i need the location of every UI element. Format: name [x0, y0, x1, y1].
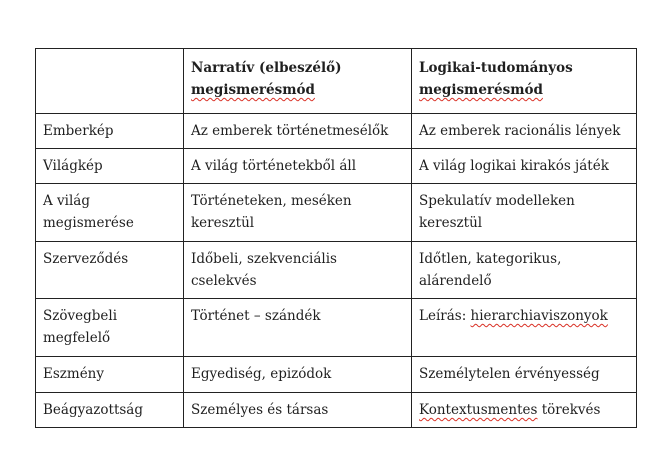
row-logical-suffix: törekvés — [537, 402, 601, 418]
row-narrative: Egyediség, epizódok — [184, 357, 412, 393]
row-label: Világkép — [36, 149, 184, 184]
comparison-table — [35, 48, 637, 428]
header-cell-logical — [412, 49, 637, 114]
header-cell-narrative — [184, 49, 412, 114]
row-narrative: A világ történetekből áll — [184, 149, 412, 184]
row-label: Eszmény — [36, 357, 184, 393]
row-logical: Időtlen, kategorikus, alárendelő — [412, 242, 637, 299]
row-narrative: Személyes és társas — [184, 393, 412, 428]
table-row — [36, 393, 637, 428]
table-row — [36, 149, 637, 184]
row-logical-prefix: Leírás: — [419, 308, 471, 324]
row-label: Szövegbeli megfelelő — [36, 299, 184, 357]
row-narrative: Történet – szándék — [184, 299, 412, 357]
row-label: Szerveződés — [36, 242, 184, 299]
header-cell-empty — [36, 49, 184, 114]
header-logical-line1: Logikai-tudományos — [419, 60, 573, 76]
row-logical — [412, 393, 637, 428]
row-label: Beágyazottság — [36, 393, 184, 428]
row-logical: Személytelen érvényesség — [412, 357, 637, 393]
table-row — [36, 114, 637, 149]
header-logical-line2: megismerésmód — [419, 82, 543, 98]
table-row — [36, 242, 637, 299]
header-narrative-line1: Narratív (elbeszélő) — [191, 60, 342, 76]
row-label: A világ megismerése — [36, 184, 184, 242]
row-narrative: Időbeli, szekvenciális cselekvés — [184, 242, 412, 299]
table-row — [36, 357, 637, 393]
row-logical: Az emberek racionális lények — [412, 114, 637, 149]
spellcheck-word: hierarchiaviszonyok — [470, 308, 608, 324]
row-logical: A világ logikai kirakós játék — [412, 149, 637, 184]
row-narrative: Történeteken, meséken keresztül — [184, 184, 412, 242]
row-logical — [412, 299, 637, 357]
row-logical: Spekulatív modelleken keresztül — [412, 184, 637, 242]
row-narrative: Az emberek történetmesélők — [184, 114, 412, 149]
table-row — [36, 184, 637, 242]
table-row — [36, 299, 637, 357]
spellcheck-word: Kontextusmentes — [419, 402, 538, 418]
row-label: Emberkép — [36, 114, 184, 149]
table-header-row — [36, 49, 637, 114]
header-narrative-line2: megismerésmód — [191, 82, 315, 98]
